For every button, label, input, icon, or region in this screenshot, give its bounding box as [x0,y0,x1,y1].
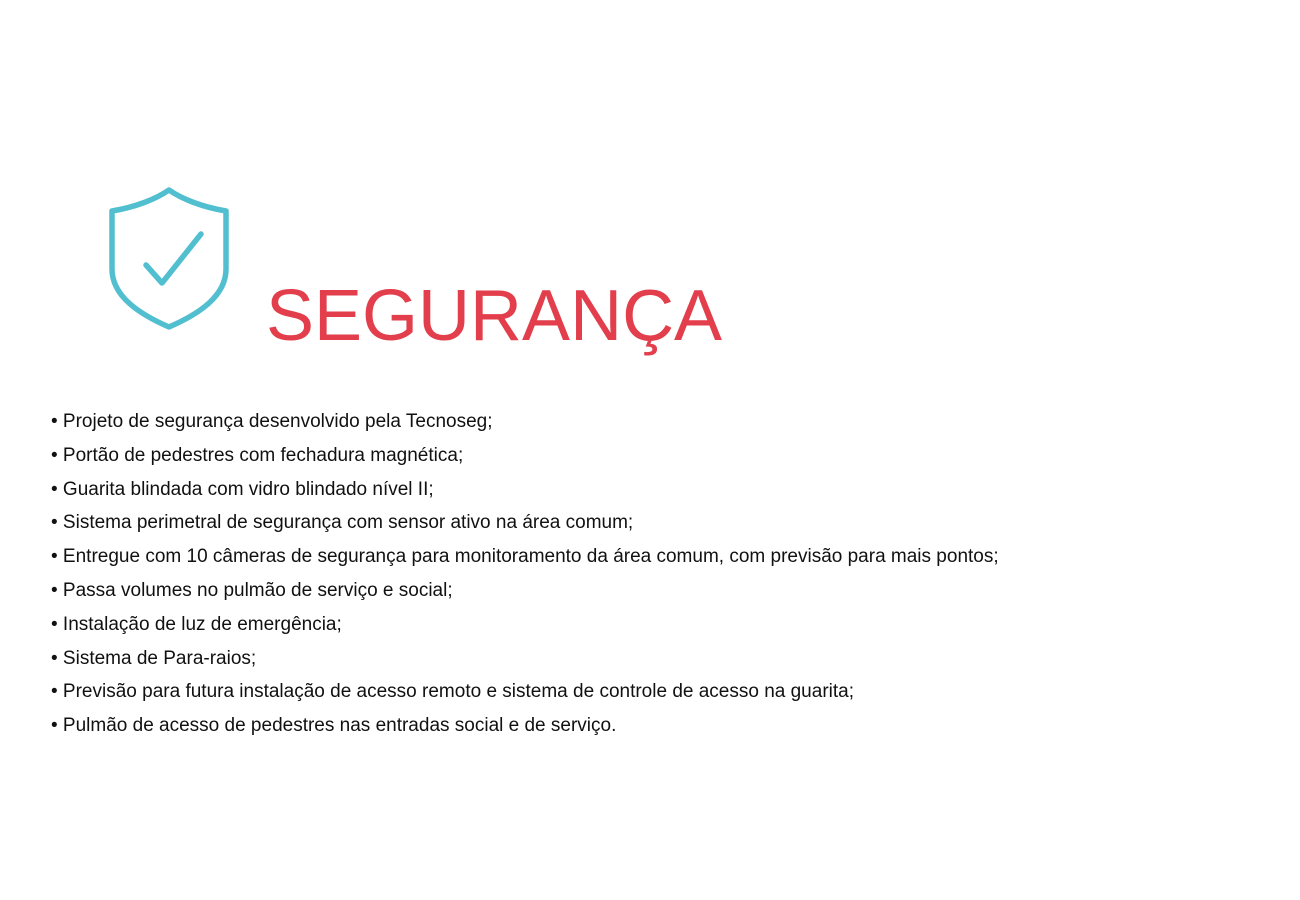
list-item: • Previsão para futura instalação de acesso remoto e sistema de controle de acesso na guarita; [51,681,854,703]
list-item: • Projeto de segurança desenvolvido pela Tecnoseg; [51,411,493,432]
list-item: • Instalação de luz de emergência; [51,613,342,635]
list-item: • Pulmão de acesso de pedestres nas entradas social e de serviço. [51,715,617,737]
list-item: • Guarita blindada com vidro blindado nível II; [51,478,434,500]
shield-check-svg [106,186,232,332]
shield-outline [112,190,226,327]
list-item: • Sistema perimetral de segurança com sensor ativo na área comum; [51,512,634,534]
list-item: • Portão de pedestres com fechadura magnética; [51,444,464,466]
list-item: • Passa volumes no pulmão de serviço e social; [51,579,453,601]
list-item: • Sistema de Para-raios; [51,647,257,669]
list-item: • Entregue com 10 câmeras de segurança para monitoramento da área comum, com previsão para mais pontos; [51,546,999,568]
page-title: SEGURANÇA [266,276,723,356]
check-mark [146,234,201,283]
feature-list [51,405,1026,743]
shield-check-icon [106,186,232,332]
